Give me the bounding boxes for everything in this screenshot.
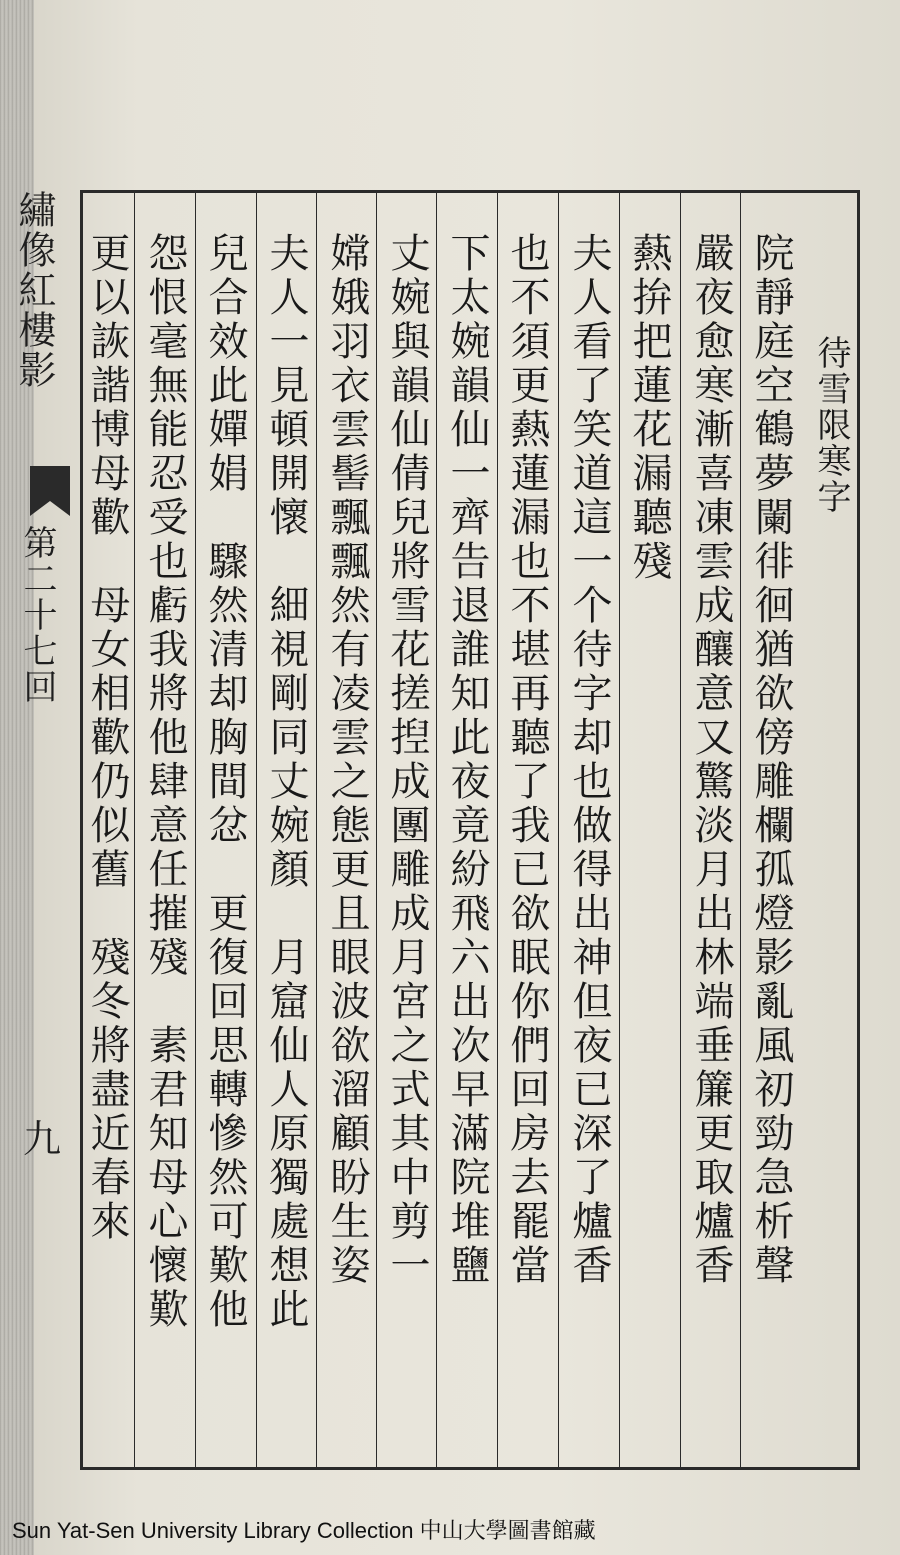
column-rule [497,190,498,1470]
text-column-11: 怨恨毫無能忍受也虧我將他肆意任摧殘 素君知母心懷歎 [142,232,188,1332]
column-rule [316,190,317,1470]
column-rule [376,190,377,1470]
margin-page-number: 九 [22,1117,61,1161]
margin-book-title: 繡像紅樓影 [12,190,56,390]
column-rule [680,190,681,1470]
text-column-3: 爇拚把蓮花漏聽殘 [626,232,672,584]
text-column-7: 丈婉與韻仙倩兒將雪花搓揑成團雕成月宮之式其中剪一 [384,232,430,1288]
column-rule [619,190,620,1470]
text-column-9: 夫人一見頓開懷 細視剛同丈婉顏 月窟仙人原獨處想此 [263,232,309,1332]
library-caption: Sun Yat-Sen University Library Collection 中山大學圖書館藏 [12,1518,596,1543]
column-rule [558,190,559,1470]
text-column-1: 院靜庭空鶴夢闌徘徊猶欲傍雕欄孤燈影亂風初勁急析聲 [748,232,794,1288]
text-column-5: 也不須更爇蓮漏也不堪再聽了我已欲眠你們回房去罷當 [504,232,550,1288]
poem-title-column: 待雪限寒字 [811,335,851,515]
text-column-4: 夫人看了笑道這一个待字却也做得出神但夜已深了爐香 [566,232,612,1288]
text-column-2: 嚴夜愈寒漸喜凍雲成釀意又驚淡月出林端垂簾更取爐香 [688,232,734,1288]
column-rule [195,190,196,1470]
text-column-12: 更以詼諧博母歡 母女相歡仍似舊 殘冬將盡近春來 [84,232,130,1244]
column-rule [436,190,437,1470]
column-rule [740,190,741,1470]
text-column-8: 嫦娥羽衣雲髻飄飄然有凌雲之態更且眼波欲溜顧盼生姿 [324,232,370,1288]
text-column-6: 下太婉韻仙一齊告退誰知此夜竟紛飛六出次早滿院堆鹽 [444,232,490,1288]
column-rule [134,190,135,1470]
text-column-10: 兒合效此嬋娟 驟然清却胸間忿 更復回思轉慘然可歎他 [202,232,248,1332]
margin-chapter-number: 第二十七回 [17,525,57,705]
column-rule [256,190,257,1470]
